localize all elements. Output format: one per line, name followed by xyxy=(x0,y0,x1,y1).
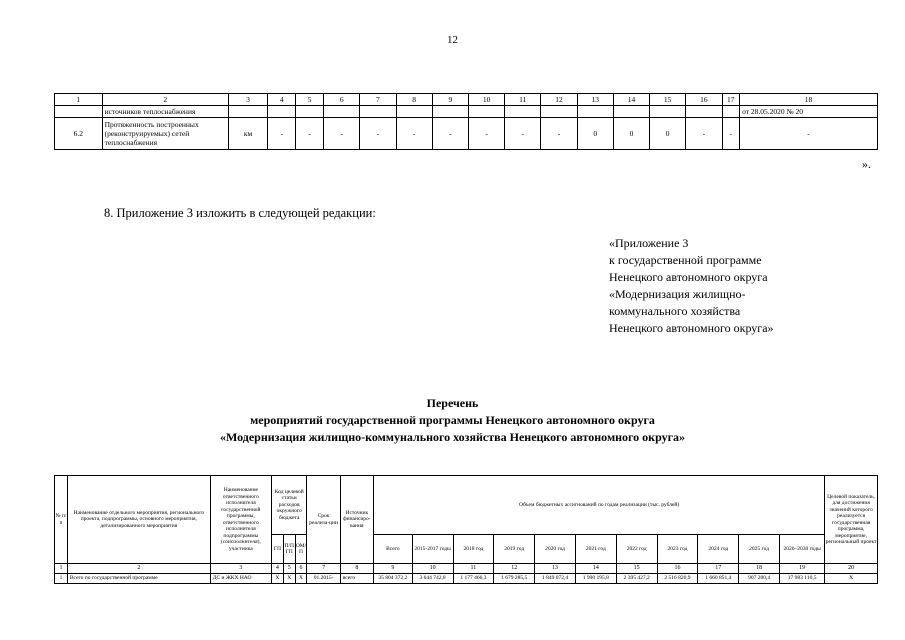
closing-quote: ». xyxy=(862,157,871,171)
appendix-line: Ненецкого автономного округа xyxy=(609,270,768,284)
table1-cell xyxy=(268,106,296,118)
column-number: 19 xyxy=(780,564,825,574)
header-year: 2021 год xyxy=(575,535,616,564)
header-target: Целевой показатель, для достижения значений которого реализуется государственная программа, мероприятие, региональный проект xyxy=(825,476,878,564)
table2-header-row xyxy=(55,476,878,535)
column-number: 12 xyxy=(494,564,535,574)
table1-header-cell: 4 xyxy=(268,94,296,106)
table1-cell-name: Протяженность построенных (реконструируемых) сетей теплоснабжения xyxy=(102,118,228,150)
table1-header-cell: 1 xyxy=(55,94,103,106)
column-number: 8 xyxy=(340,564,373,574)
cell-target: Х xyxy=(825,574,878,584)
table1-cell xyxy=(541,106,577,118)
cell-amount: 3 644 742,8 xyxy=(412,574,453,584)
table1-cell-value: - xyxy=(324,118,360,150)
column-number: 5 xyxy=(283,564,295,574)
column-number: 4 xyxy=(271,564,283,574)
appendix-caption xyxy=(609,235,774,337)
table1-header-cell: 3 xyxy=(228,94,267,106)
table1-cell xyxy=(505,106,541,118)
cell-num: 1 xyxy=(55,574,68,584)
table1-cell xyxy=(686,106,722,118)
table1-header-cell: 15 xyxy=(650,94,686,106)
table1-cell-value: - xyxy=(296,118,324,150)
table1-cell-name: источников теплоснабжения xyxy=(102,106,228,118)
page-number: 12 xyxy=(447,34,458,46)
table1-cell xyxy=(722,106,740,118)
cell-amount: 1 660 851,4 xyxy=(698,574,739,584)
table1-cell xyxy=(296,106,324,118)
cell-amount: 17 983 110,5 xyxy=(780,574,825,584)
section-8-text: 8. Приложение 3 изложить в следующей редакции: xyxy=(104,206,376,220)
cell-source: всего xyxy=(340,574,373,584)
table1-cell xyxy=(55,106,103,118)
column-number: 18 xyxy=(739,564,780,574)
table1-header-cell: 6 xyxy=(324,94,360,106)
table1-cell xyxy=(577,106,613,118)
column-number: 6 xyxy=(295,564,307,574)
table1-cell-note: от 28.05.2020 № 20 xyxy=(740,106,878,118)
column-number: 15 xyxy=(616,564,657,574)
cell-amount: 1 849 072,4 xyxy=(535,574,576,584)
header-year: 2025 год xyxy=(739,535,780,564)
table1-header-cell: 2 xyxy=(102,94,228,106)
table-row xyxy=(55,106,878,118)
table2-column-numbers-row xyxy=(55,564,878,574)
header-code-ppgp: П/П ГП xyxy=(283,535,295,564)
table1-cell xyxy=(360,106,396,118)
continued-indicators-table xyxy=(54,93,878,150)
table1-cell-value: 0 xyxy=(577,118,613,150)
header-budget-code: Код целевой статьи расходов окружного бюджета xyxy=(271,476,306,535)
header-year: 2026–2030 годы xyxy=(780,535,825,564)
table1-header-cell: 11 xyxy=(505,94,541,106)
column-number: 1 xyxy=(55,564,68,574)
header-source: Источник финансиро-вания xyxy=(340,476,373,564)
cell-amount: 2 516 820,9 xyxy=(657,574,698,584)
table1-cell-value: - xyxy=(396,118,432,150)
table1-cell xyxy=(228,106,267,118)
column-number: 20 xyxy=(825,564,878,574)
table1-header-cell: 9 xyxy=(432,94,468,106)
heading-line: мероприятий государственной программы Ненецкого автономного округа xyxy=(250,413,655,427)
header-code-gp: ГП xyxy=(271,535,283,564)
table1-header-cell: 10 xyxy=(468,94,504,106)
appendix-line: к государственной программе xyxy=(609,253,762,267)
header-executor: Наименование ответственного исполнителя государственной программы, ответственного исполнителя подпрограммы (соисполнителя), участника xyxy=(210,476,271,564)
table1-header-cell: 13 xyxy=(577,94,613,106)
header-year: 2015-2017 годы xyxy=(412,535,453,564)
heading-line: Перечень xyxy=(426,396,479,410)
table1-cell-value: - xyxy=(432,118,468,150)
table1-header-cell: 5 xyxy=(296,94,324,106)
cell-term: 01.2015- xyxy=(307,574,340,584)
header-term: Срок реализа-ции xyxy=(307,476,340,564)
appendix-line: «Приложение 3 xyxy=(609,236,689,250)
table1-header-cell: 17 xyxy=(722,94,740,106)
header-year: 2024 год xyxy=(698,535,739,564)
table1-cell xyxy=(613,106,649,118)
table1-cell-value: 0 xyxy=(650,118,686,150)
table1-header-cell: 12 xyxy=(541,94,577,106)
column-number: 16 xyxy=(657,564,698,574)
column-number: 10 xyxy=(412,564,453,574)
cell-amount: 1 177 466,3 xyxy=(453,574,494,584)
header-name: Наименование отдельного мероприятия, регионального проекта, подпрограммы, основного мероприятия, детализированного мероприятия xyxy=(67,476,210,564)
table1-cell-unit: км xyxy=(228,118,267,150)
appendix-line: коммунального хозяйства xyxy=(609,304,741,318)
table1-cell-value: - xyxy=(740,118,878,150)
table1-cell-num: 6.2 xyxy=(55,118,103,150)
cell-code: Х xyxy=(271,574,283,584)
header-volumes: Объем бюджетных ассигнований по годам реализации (тыс. рублей) xyxy=(374,476,825,535)
table1-cell-value: - xyxy=(722,118,740,150)
table1-cell-value: - xyxy=(505,118,541,150)
column-number: 3 xyxy=(210,564,271,574)
column-number: 17 xyxy=(698,564,739,574)
header-year: Всего xyxy=(374,535,413,564)
appendix-line: «Модернизация жилищно- xyxy=(609,287,746,301)
column-number: 7 xyxy=(307,564,340,574)
column-number: 11 xyxy=(453,564,494,574)
table1-cell xyxy=(396,106,432,118)
table1-cell-value: - xyxy=(268,118,296,150)
column-number: 13 xyxy=(535,564,576,574)
table1-header-cell: 16 xyxy=(686,94,722,106)
cell-amount: 1 990 195,8 xyxy=(575,574,616,584)
table1-cell-value: - xyxy=(686,118,722,150)
appendix-line: Ненецкого автономного округа» xyxy=(609,321,774,335)
header-year: 2020 год xyxy=(535,535,576,564)
heading-line: «Модернизация жилищно-коммунального хозяйства Ненецкого автономного округа» xyxy=(219,430,686,444)
table-row xyxy=(55,118,878,150)
table1-header-cell: 8 xyxy=(396,94,432,106)
table1-header-cell: 14 xyxy=(613,94,649,106)
table1-cell-value: - xyxy=(541,118,577,150)
table1-header-cell: 18 xyxy=(740,94,878,106)
column-number: 14 xyxy=(575,564,616,574)
document-heading xyxy=(0,395,905,446)
table1-cell xyxy=(324,106,360,118)
table1-cell xyxy=(468,106,504,118)
header-year: 2019 год xyxy=(494,535,535,564)
header-year: 2023 год xyxy=(657,535,698,564)
table1-header-cell: 7 xyxy=(360,94,396,106)
table1-cell xyxy=(650,106,686,118)
activities-table xyxy=(54,475,878,584)
cell-name: Всего по государственной программе xyxy=(67,574,210,584)
table-row xyxy=(55,574,878,584)
cell-code: Х xyxy=(283,574,295,584)
column-number: 2 xyxy=(67,564,210,574)
cell-amount: 35 804 372,2 xyxy=(374,574,413,584)
cell-amount: 2 395 427,2 xyxy=(616,574,657,584)
table1-header-row xyxy=(55,94,878,106)
column-number: 9 xyxy=(374,564,413,574)
cell-code: Х xyxy=(295,574,307,584)
header-num: № п/п xyxy=(55,476,68,564)
table1-cell xyxy=(432,106,468,118)
table1-cell-value: - xyxy=(468,118,504,150)
header-code-omp: ОМ/ П xyxy=(295,535,307,564)
cell-executor: ДС и ЖКХ НАО xyxy=(210,574,271,584)
header-year: 2018 год xyxy=(453,535,494,564)
table1-cell-value: 0 xyxy=(613,118,649,150)
cell-amount: 907 200,4 xyxy=(739,574,780,584)
cell-amount: 1 679 285,5 xyxy=(494,574,535,584)
header-year: 2022 год xyxy=(616,535,657,564)
table1-cell-value: - xyxy=(360,118,396,150)
